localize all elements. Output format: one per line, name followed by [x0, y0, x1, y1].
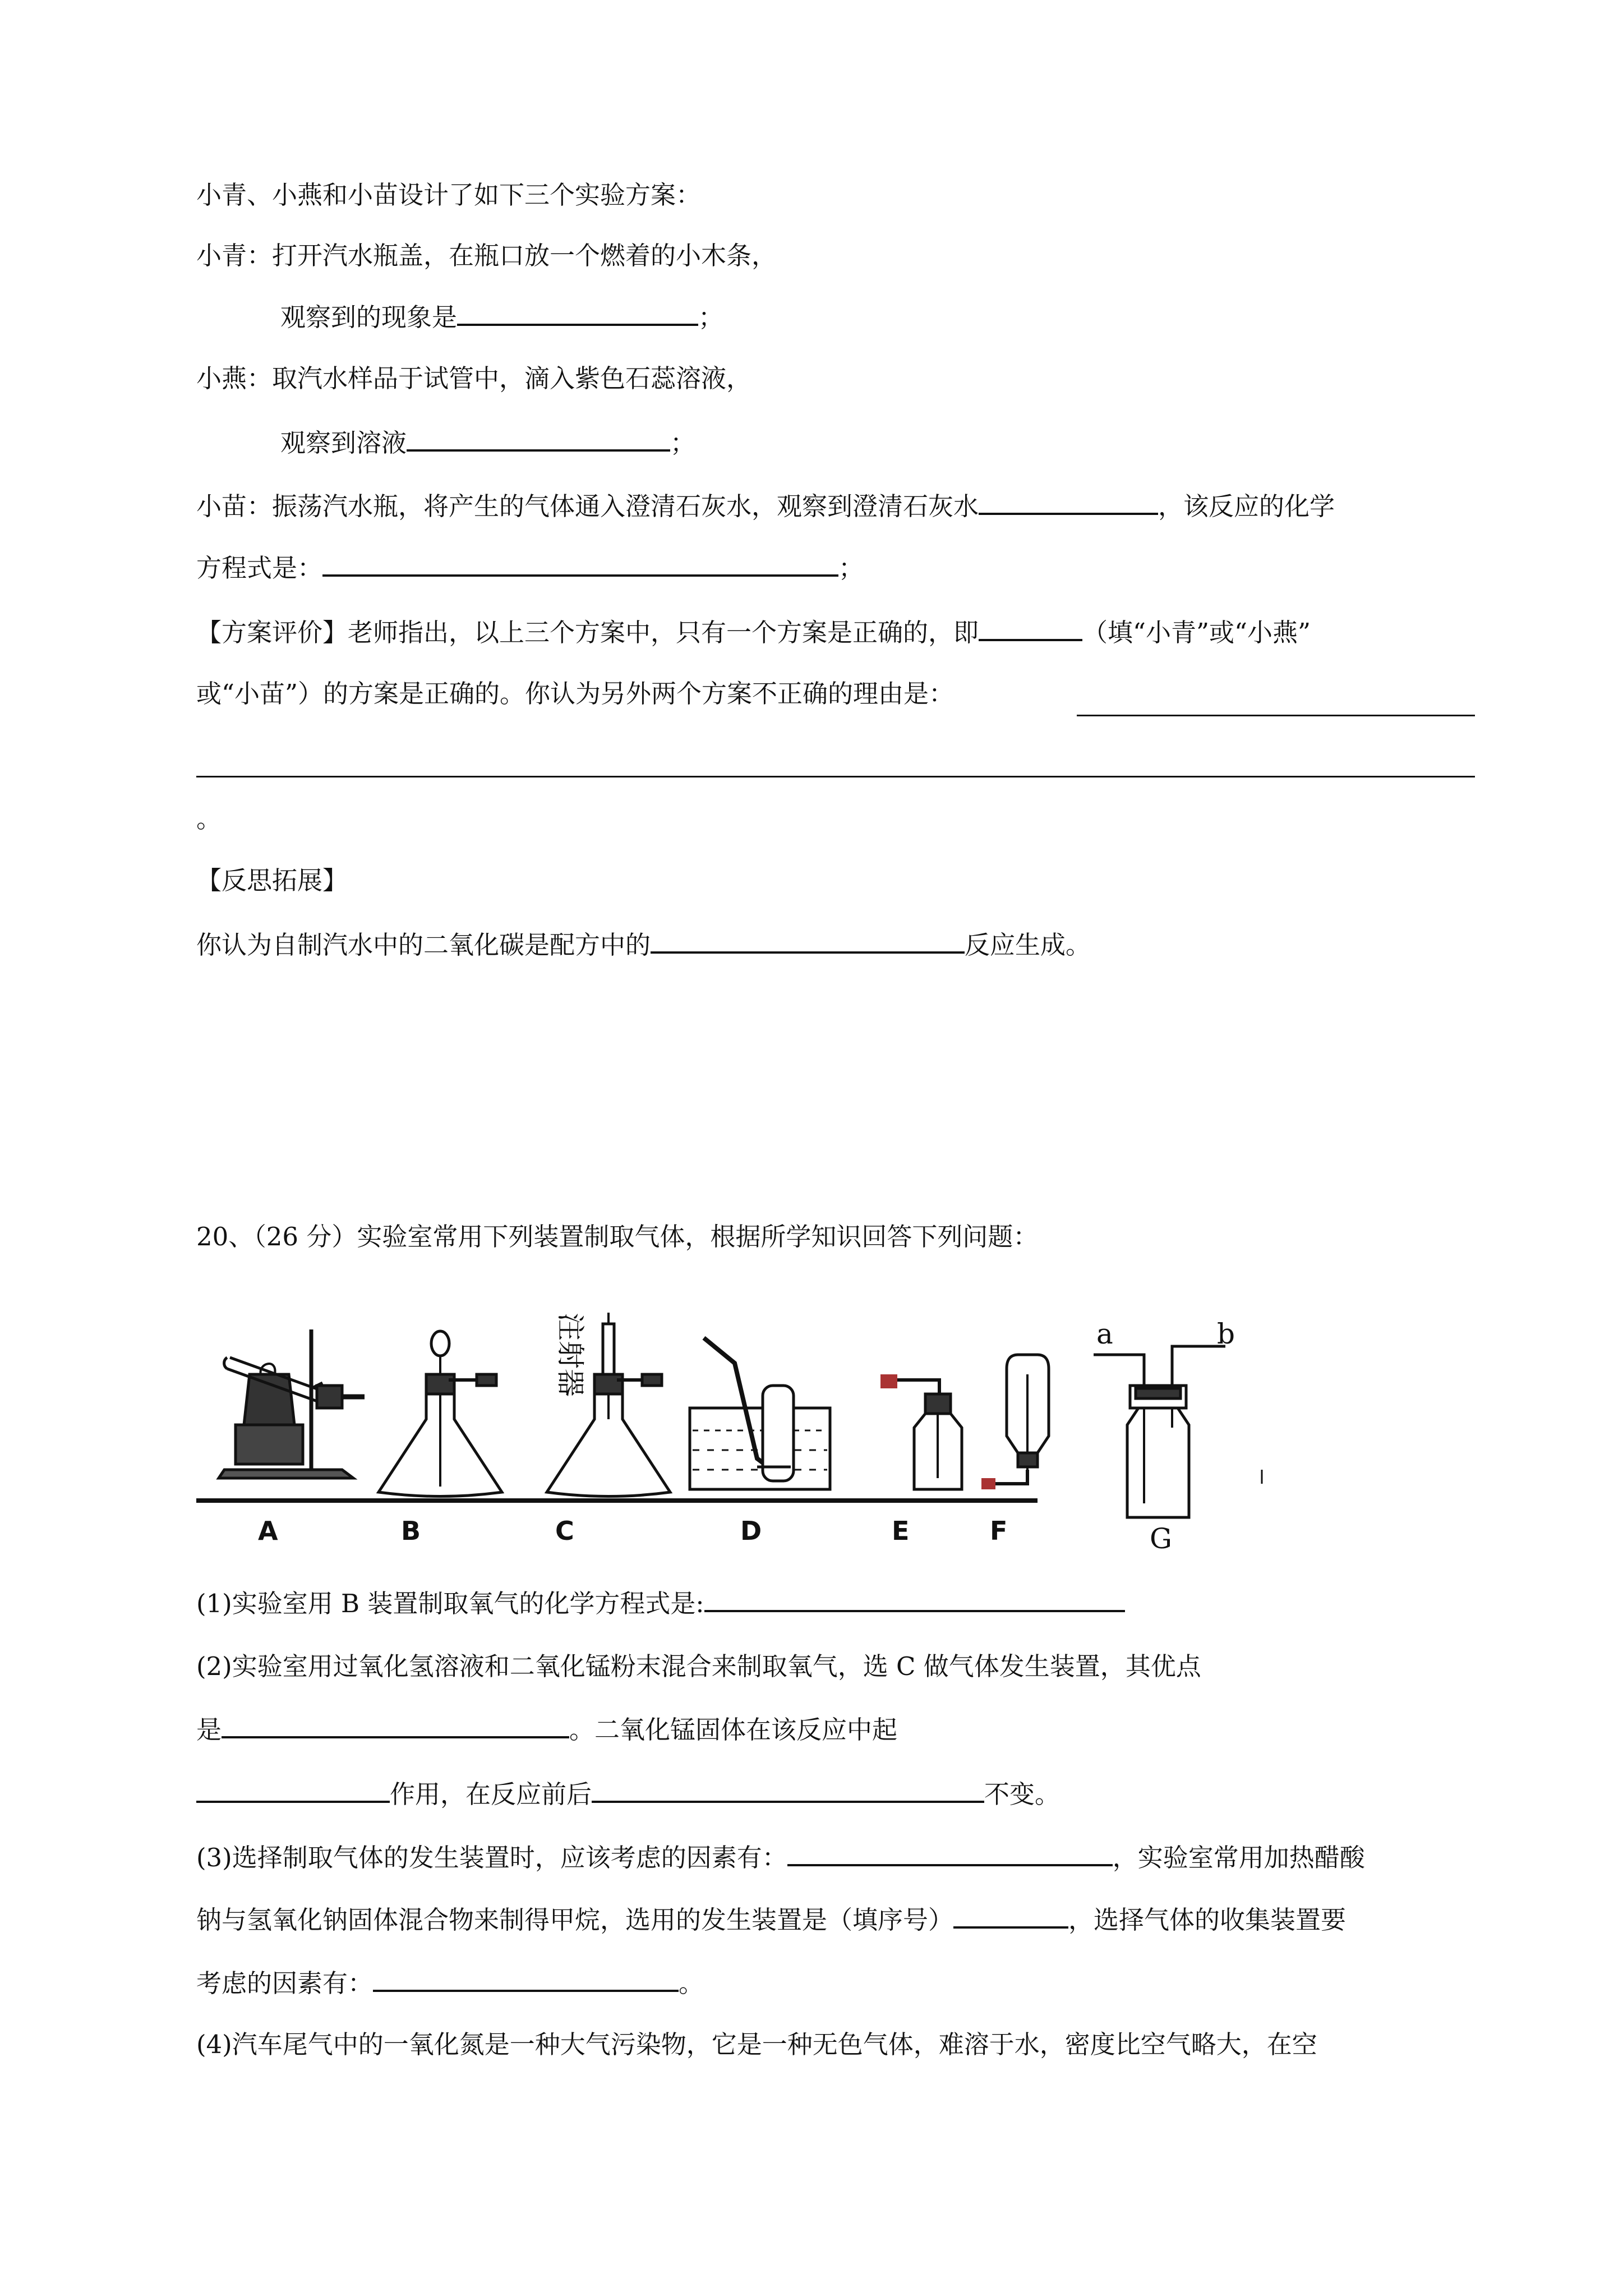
evaluation-reason: 或“小苗”）的方案是正确的。你认为另外两个方案不正确的理由是： — [196, 679, 955, 708]
port-a-label: a — [1096, 1318, 1113, 1350]
subquestion-2: (2)实验室用过氧化氢溶液和二氧化锰粉末混合来制取氧气，选 C 做气体发生装置，其优点 — [196, 1651, 1201, 1681]
answer-blank[interactable] — [196, 1776, 390, 1803]
answer-line[interactable] — [196, 776, 1475, 777]
label-g: G — [1150, 1522, 1172, 1554]
reflection-heading: 【反思拓展】 — [196, 866, 348, 895]
xiaoqing-observation: 观察到的现象是 ； — [280, 299, 723, 334]
apparatus-figure — [196, 1290, 1301, 1554]
subquestion-1: (1)实验室用 B 装置制取氧气的化学方程式是: — [196, 1585, 1125, 1621]
apparatus-diagram — [196, 1290, 1301, 1554]
label-b: B — [401, 1516, 421, 1546]
xiaoqing-plan: 小青：打开汽水瓶盖，在瓶口放一个燃着的小木条， — [196, 241, 777, 270]
reflection-question: 你认为自制汽水中的二氧化碳是配方中的 反应生成。 — [196, 927, 1091, 962]
apparatus-d — [690, 1338, 830, 1489]
subquestion-3-cont: 钠与氢氧化钠固体混合物来制得甲烷，选用的发生装置是（填序号） ，选择气体的收集装置要 — [196, 1902, 1346, 1937]
answer-blank[interactable] — [787, 1839, 1113, 1866]
answer-blank[interactable] — [704, 1585, 1125, 1612]
syringe-label: 注射器 — [554, 1313, 587, 1397]
subquestion-2-cont2: 作用，在反应前后 不变。 — [196, 1776, 1060, 1811]
label-d: D — [740, 1516, 762, 1546]
answer-blank[interactable] — [322, 550, 838, 577]
label-e: E — [892, 1516, 910, 1546]
label-c: C — [555, 1516, 574, 1546]
subquestion-4: (4)汽车尾气中的一氧化氮是一种大气污染物，它是一种无色气体，难溶于水，密度比空气略大，在空 — [196, 2030, 1317, 2059]
port-b-label: b — [1217, 1318, 1235, 1350]
apparatus-a — [219, 1329, 365, 1478]
equation-line: 方程式是： ； — [196, 550, 864, 585]
answer-blank[interactable] — [222, 1711, 569, 1738]
label-a: A — [258, 1516, 278, 1546]
apparatus-f — [981, 1355, 1049, 1489]
subquestion-3-cont2: 考虑的因素有： 。 — [196, 1965, 704, 2000]
intro-line: 小青、小燕和小苗设计了如下三个实验方案： — [196, 180, 702, 210]
xiaomiao-plan: 小苗：振荡汽水瓶，将产生的气体通入澄清石灰水，观察到澄清石灰水 ，该反应的化学 — [196, 488, 1335, 523]
answer-blank[interactable] — [651, 927, 965, 954]
answer-blank[interactable] — [979, 614, 1082, 641]
xiaoyan-plan: 小燕：取汽水样品于试管中，滴入紫色石蕊溶液， — [196, 364, 752, 393]
xiaoyan-observation: 观察到溶液 ； — [280, 425, 695, 460]
label-f: F — [990, 1516, 1008, 1546]
answer-blank[interactable] — [373, 1965, 679, 1992]
evaluation-line: 【方案评价】老师指出，以上三个方案中，只有一个方案是正确的，即 （填“小青”或“小燕” — [196, 614, 1311, 650]
apparatus-g — [1094, 1318, 1235, 1517]
apparatus-c — [547, 1313, 670, 1497]
apparatus-b — [379, 1331, 502, 1497]
answer-blank[interactable] — [953, 1902, 1068, 1929]
subquestion-2-cont: 是 。二氧化锰固体在该反应中起 — [196, 1711, 897, 1747]
period-line: 。 — [196, 804, 222, 834]
subquestion-3: (3)选择制取气体的发生装置时，应该考虑的因素有： ，实验室常用加热醋酸 — [196, 1839, 1365, 1875]
answer-blank[interactable] — [457, 299, 698, 326]
answer-blank[interactable] — [592, 1776, 984, 1803]
apparatus-e — [880, 1374, 962, 1489]
answer-blank[interactable] — [979, 488, 1158, 515]
answer-blank[interactable] — [407, 425, 670, 452]
question-20: 20、（26 分）实验室常用下列装置制取气体，根据所学知识回答下列问题： — [196, 1222, 1039, 1251]
answer-line[interactable] — [1077, 715, 1475, 716]
